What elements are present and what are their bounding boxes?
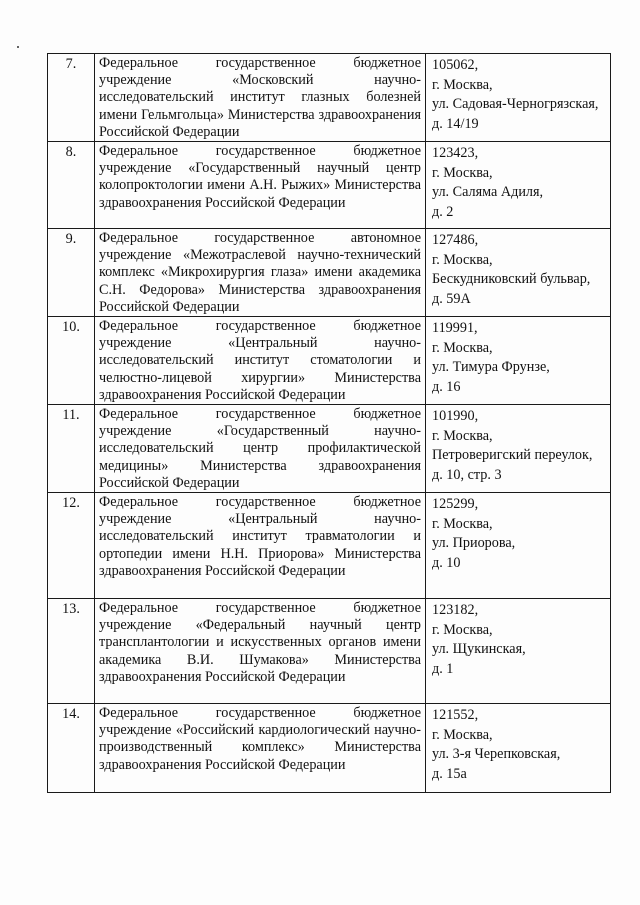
address-city: г. Москва, (432, 164, 493, 181)
address-building: д. 10 (432, 554, 461, 571)
row-number: 9. (48, 229, 95, 317)
table-row (48, 229, 611, 317)
address-postcode: 101990, (432, 408, 479, 425)
address-street: ул. Щукинская, (432, 641, 526, 658)
address-postcode: 123182, (432, 602, 479, 619)
address-building: д. 1 (432, 660, 454, 677)
institution-name: Федеральное государственное бюджетное учреждение «Государственный научно-исследовательский центр профилактической медицины» Министерства здравоохранения Российской Федерации (95, 405, 426, 493)
row-number: 12. (48, 493, 95, 599)
address-postcode: 125299, (432, 496, 479, 513)
address-street: ул. Приорова, (432, 535, 516, 552)
address-building: д. 59А (432, 290, 471, 307)
table-row (48, 704, 611, 793)
address-city: г. Москва, (432, 76, 493, 93)
scan-speck (17, 46, 19, 48)
address-building: д. 10, стр. 3 (432, 466, 502, 483)
institution-address (426, 317, 611, 405)
table-row (48, 493, 611, 599)
institution-name: Федеральное государственное бюджетное учреждение «Центральный научно-исследовательский институт стоматологии и челюстно-лицевой хирургии» Министерства здравоохранения Российской Федерации (95, 317, 426, 405)
address-street: ул. Садовая-Черногрязская, (432, 96, 599, 112)
address-postcode: 105062, (432, 57, 479, 73)
table-row (48, 317, 611, 405)
institution-address (426, 405, 611, 493)
institution-address (426, 704, 611, 793)
institutions-table (47, 53, 611, 793)
row-number: 10. (48, 317, 95, 405)
address-city: г. Москва, (432, 251, 493, 268)
table-row (48, 405, 611, 493)
row-number: 11. (48, 405, 95, 493)
table-row (48, 599, 611, 704)
row-number: 14. (48, 704, 95, 793)
institution-address (426, 493, 611, 599)
institution-name: Федеральное государственное бюджетное учреждение «Московский научно-исследовательский институт глазных болезней имени Гельмгольца» Министерства здравоохранения Российской Федерации (95, 54, 426, 142)
institution-address (426, 142, 611, 229)
address-city: г. Москва, (432, 427, 493, 444)
institution-name: Федеральное государственное бюджетное учреждение «Государственный научный центр колопроктологии имени А.Н. Рыжих» Министерства здравоохранения Российской Федерации (95, 142, 426, 229)
institution-address (426, 54, 611, 142)
address-postcode: 127486, (432, 232, 479, 249)
address-street: Петроверигский переулок, (432, 447, 593, 464)
institution-address (426, 229, 611, 317)
table-row (48, 142, 611, 229)
row-number: 13. (48, 599, 95, 704)
institution-name: Федеральное государственное бюджетное учреждение «Центральный научно-исследовательский институт травматологии и ортопедии имени Н.Н. Приорова» Министерства здравоохранения Российской Федерации (95, 493, 426, 599)
institution-name: Федеральное государственное бюджетное учреждение «Федеральный научный центр трансплантологии и искусственных органов имени академика В.И. Шумакова» Министерства здравоохранения Российской Федерации (95, 599, 426, 704)
address-postcode: 119991, (432, 320, 478, 337)
address-building: д. 14/19 (432, 115, 479, 132)
address-city: г. Москва, (432, 515, 493, 532)
institution-name: Федеральное государственное бюджетное учреждение «Российский кардиологический научно-производственный комплекс» Министерства здравоохранения Российской Федерации (95, 704, 426, 793)
address-city: г. Москва, (432, 726, 493, 743)
address-building: д. 16 (432, 378, 461, 395)
address-street: Бескудниковский бульвар, (432, 271, 591, 288)
row-number: 7. (48, 54, 95, 142)
address-street: ул. 3-я Черепковская, (432, 746, 561, 763)
institution-address (426, 599, 611, 704)
institution-name: Федеральное государственное автономное учреждение «Межотраслевой научно-технический комплекс «Микрохирургия глаза» имени академика С.Н. Федорова» Министерства здравоохранения Российской Федерации (95, 229, 426, 317)
address-street: ул. Саляма Адиля, (432, 184, 544, 201)
address-postcode: 123423, (432, 145, 479, 162)
address-building: д. 2 (432, 203, 454, 220)
row-number: 8. (48, 142, 95, 229)
address-city: г. Москва, (432, 621, 493, 638)
table-row (48, 54, 611, 142)
address-building: д. 15а (432, 765, 467, 782)
address-city: г. Москва, (432, 339, 493, 356)
address-postcode: 121552, (432, 707, 479, 724)
address-street: ул. Тимура Фрунзе, (432, 359, 550, 376)
